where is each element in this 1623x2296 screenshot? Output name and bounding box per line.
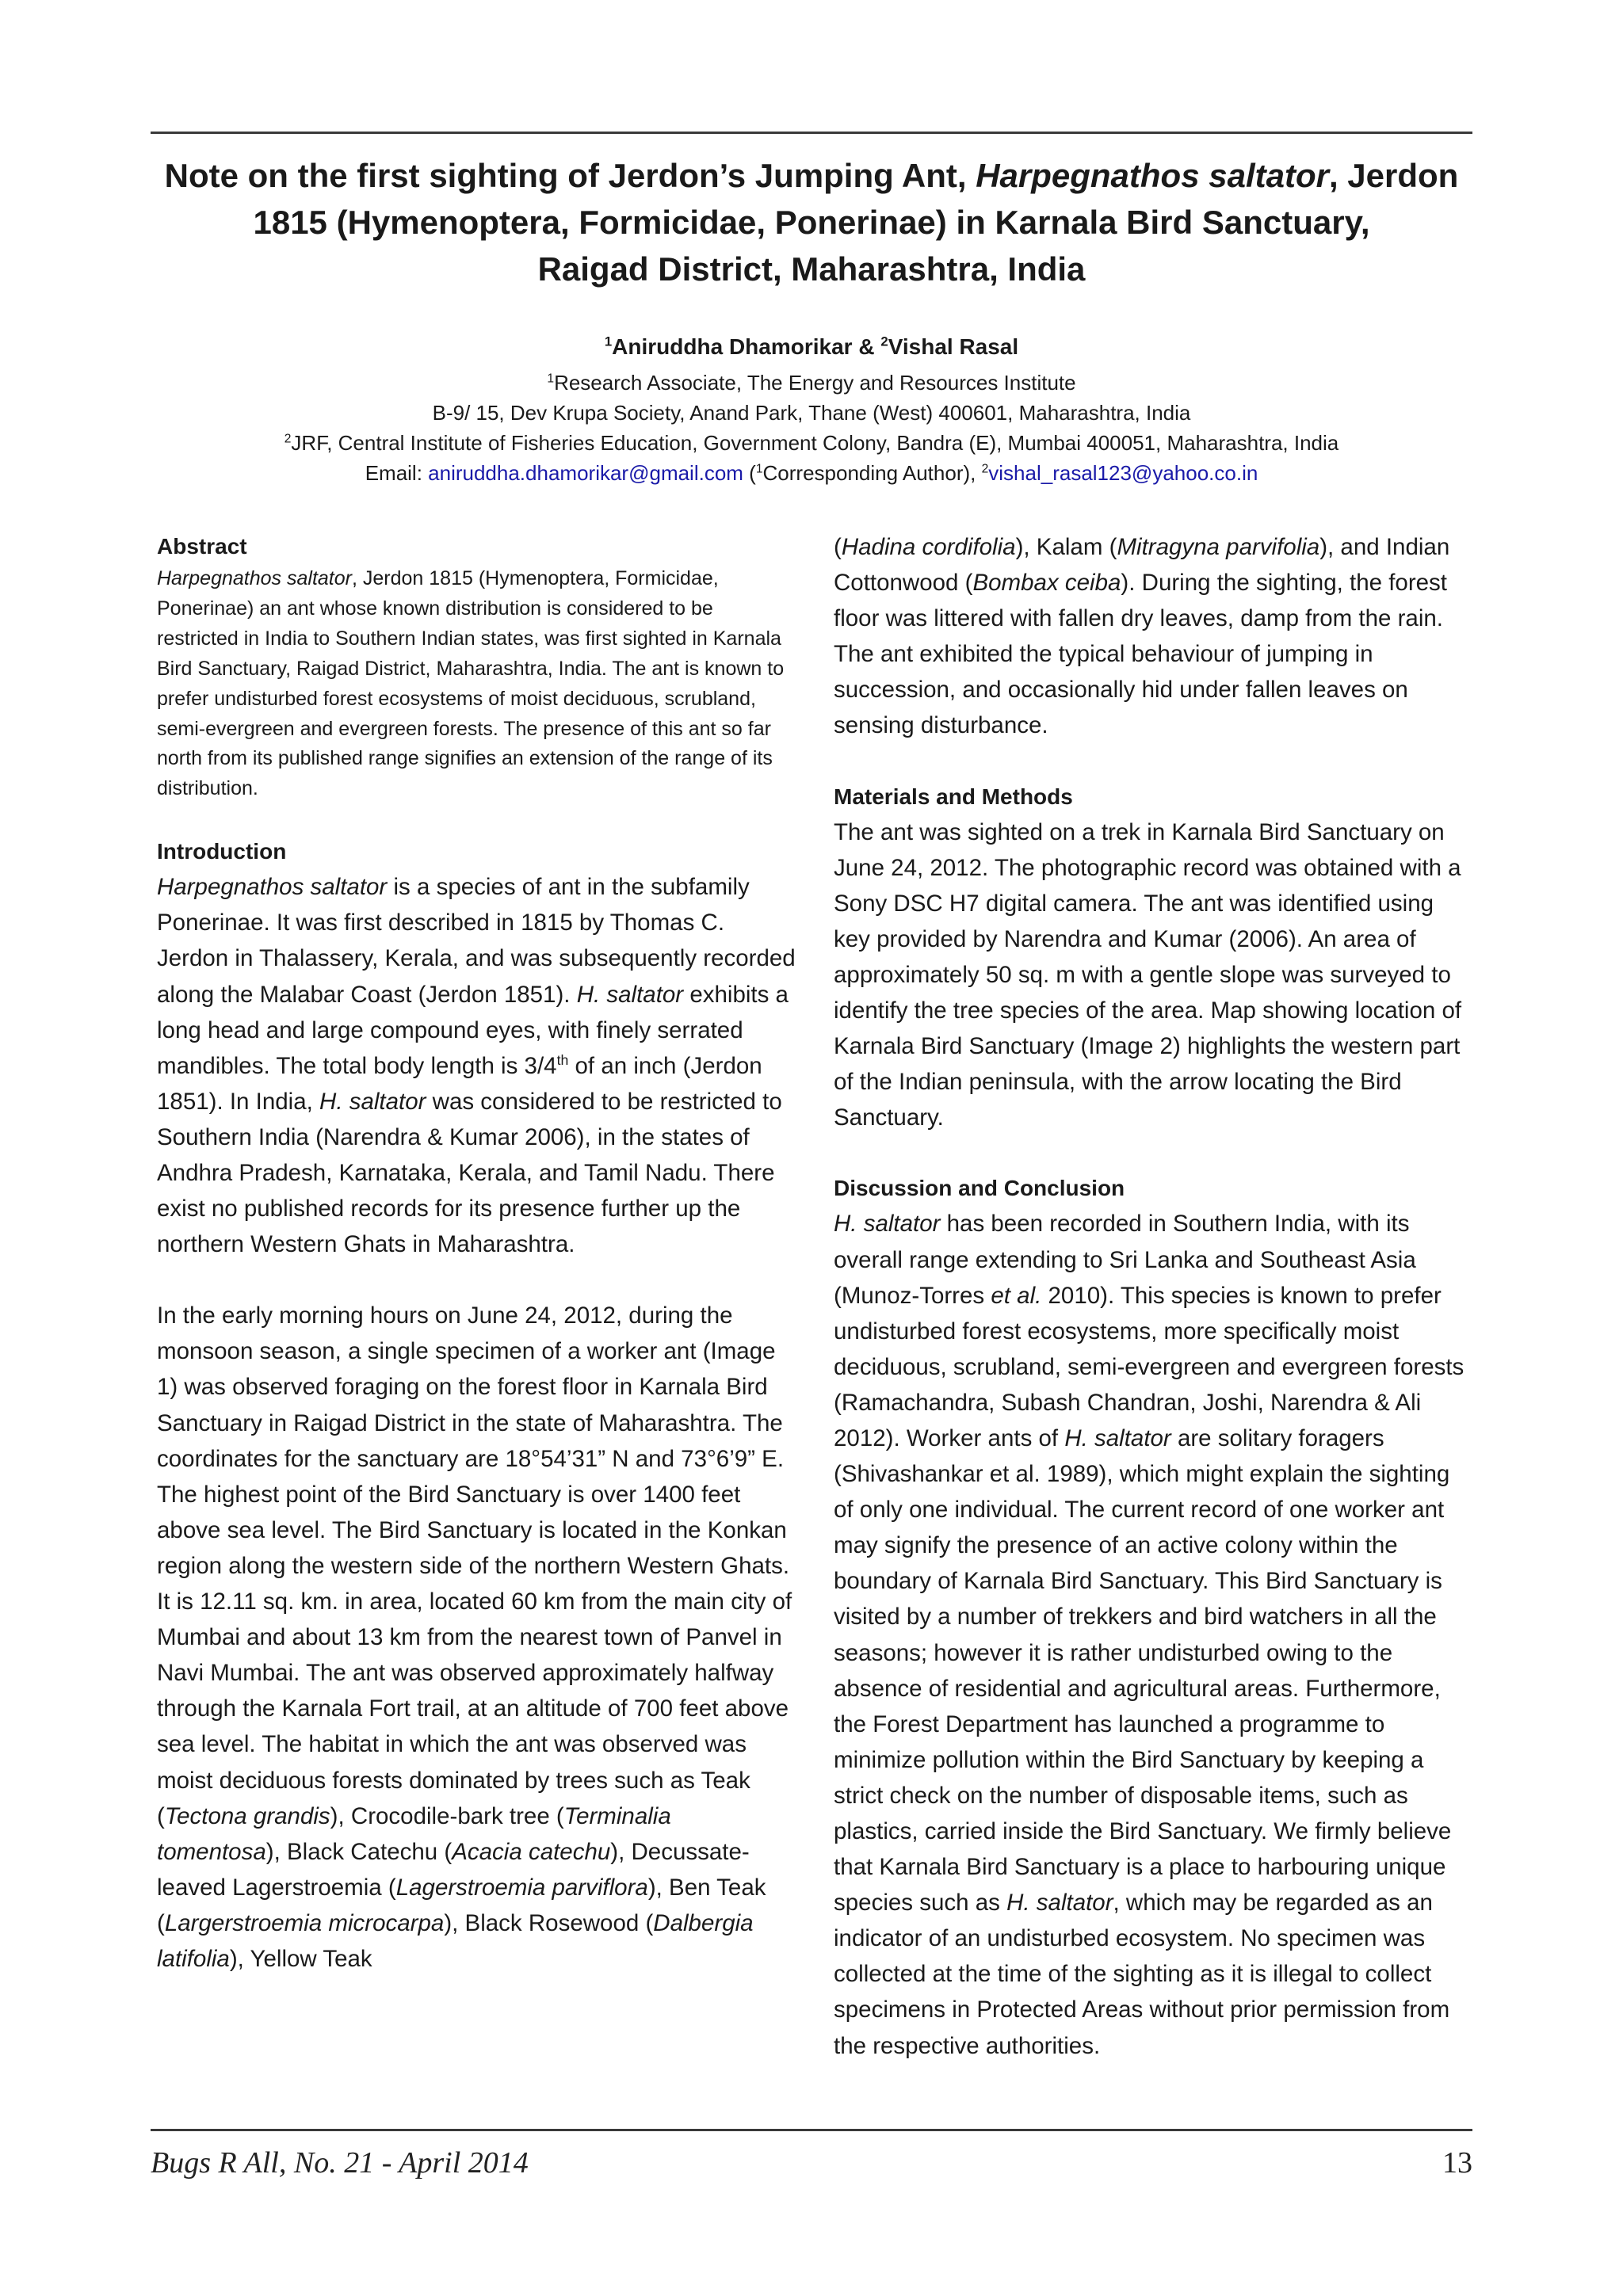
abstract-species: Harpegnathos saltator [157,567,352,589]
corresponding-marker: 1 [755,462,763,476]
title-line-1: Note on the first sighting of Jerdon’s Jumping Ant, [164,157,976,194]
introduction-paragraph-2 [157,1298,799,1977]
tree-species-1: Tectona grandis [164,1802,330,1829]
cont-text-3: ). During the sighting, the forest floor was littered with fallen dry leaves, damp from the rain. The ant exhibited the typical behaviour of jumping in succession, and occasionally hid under fallen leaves on sensing disturbance. [834,570,1447,739]
habitat-text-1: In the early morning hours on June 24, 2012, during the monsoon season, a single specimen of a worker ant (Image 1) was observed foraging on the forest floor in Karnala Bird Sanctuary in Raigad District in the state of Maharashtra. The coordinates for the sanctuary are 18°54’31” N and 73°6’9” E. The highest point of the Bird Sanctuary is over 1400 feet above sea level. The Bird Sanctuary is located in the Konkan region along the western side of the northern Western Ghats. It is 12.11 sq. km. in area, located 60 km from the main city of Mumbai and about 13 km from the nearest town of Panvel in Navi Mumbai. The ant was observed approximately halfway through the Karnala Fort trail, at an altitude of 700 feet above sea level. The habitat in which the ant was observed was moist deciduous forests dominated by trees such as Teak ( [157,1302,792,1829]
cont-text-0: ( [834,534,842,560]
intro-species-2: H. saltator [576,981,684,1008]
methods-heading: Materials and Methods [834,784,1073,809]
email-line [119,458,1504,488]
tree-species-4: Lagerstroemia parviflora [395,1874,648,1901]
paper-title [119,152,1504,292]
title-line-2: 1815 (Hymenoptera, Formicidae, Ponerinae) in Karnala Bird Sanctuary, [253,204,1370,241]
tree-species-6: Dalbergia latifolia [157,1909,754,1972]
intro-text-1: is a species of ant in the subfamily Ponerinae. It was first described in 1815 by Thomas C. Jerdon in Thalassery, Kerala, and was subsequently recorded along the Malabar Coast (Jerdon 1851). [157,874,796,1008]
disc-species-2: H. saltator [1064,1425,1171,1451]
disc-species-1: H. saltator [834,1211,941,1238]
paragraph-gap [157,1262,799,1298]
abstract-body: , Jerdon 1815 (Hymenoptera, Formicidae, Ponerinae) an ant whose known distribution is considered to be restricted in India to Southern Indian states, was first sighted in Karnala Bird Sanctuary, Raigad District, Maharashtra, India. The ant is known to prefer undisturbed forest ecosystems of moist deciduous, scrubland, semi-evergreen and evergreen forests. The presence of this ant so far north from its published range signifies an extension of the range of its distribution. [157,567,785,800]
introduction-heading: Introduction [157,839,287,864]
corresponding-label: Corresponding Author), [762,461,982,485]
tree-species-5: Largerstroemia microcarpa [164,1909,445,1936]
left-column [157,529,799,1977]
intro-species-1: Harpegnathos saltator [157,874,388,901]
tree-species-2: Terminalia tomentosa [157,1802,671,1865]
journal-footer: Bugs R All, No. 21 - April 2014 [151,2146,529,2180]
cont-species-3: Bombax ceiba [972,570,1121,597]
tree-species-3: Acacia catechu [452,1838,611,1865]
methods-text: The ant was sighted on a trek in Karnala Bird Sanctuary on June 24, 2012. The photographic record was obtained with a Sony DSC H7 digital camera. The ant was identified using key provided by Narendra and Kumar (2006). An area of approximately 50 sq. m with a gentle slope was surveyed to identify the tree species of the area. Map showing location of Karnala Bird Sanctuary (Image 2) highlights the western part of the Indian peninsula, with the arrow locating the Bird Sanctuary. [834,818,1462,1131]
affiliation-1-address: B-9/ 15, Dev Krupa Society, Anand Park, Thane (West) 400601, Maharashtra, India [432,401,1191,425]
author-list [119,331,1504,363]
discussion-heading: Discussion and Conclusion [834,1176,1125,1201]
cont-text-2: ), and Indian Cottonwood ( [834,534,1450,597]
top-rule [151,132,1472,134]
affiliation-1-marker: 1 [547,372,555,386]
habitat-text-4: ), Decussate-leaved Lagerstroemia ( [157,1838,750,1901]
author-1: Aniruddha Dhamorikar [612,334,853,359]
cont-text-1: ), Kalam ( [1015,534,1117,560]
author-1-marker: 1 [604,334,613,349]
title-line-1-end: , Jerdon [1328,157,1459,194]
disc-species-3: H. saltator [1006,1890,1113,1917]
email-link-1[interactable]: aniruddha.dhamorikar@gmail.com [428,461,743,485]
cont-species-2: Mitragyna parvifolia [1117,534,1320,560]
intro-species-3: H. saltator [319,1088,426,1115]
affiliation-2-marker: 2 [284,432,292,446]
title-species: Harpegnathos saltator [976,157,1329,194]
intro-text-4: was considered to be restricted to Southern India (Narendra & Kumar 2006), in the states of Andhra Pradesh, Karnataka, Kerala, and Tamil Nadu. There exist no published records for its presence further up the northern Western Ghats in Maharashtra. [157,1088,782,1258]
abstract-heading: Abstract [157,534,247,559]
paragraph-gap [834,744,1476,780]
author-2: Vishal Rasal [888,334,1019,359]
habitat-continuation [834,529,1476,744]
disc-text-4: , which may be regarded as an indicator of an undisturbed ecosystem. No specimen was collected at the time of the sighting as it is illegal to collect specimens in Protected Areas without prior permission from the respective authorities. [834,1890,1450,2059]
corresponding-open: ( [743,461,756,485]
habitat-text-3: ), Black Catechu ( [265,1838,453,1865]
habitat-text-6: ), Black Rosewood ( [444,1909,654,1936]
paragraph-gap [834,1135,1476,1171]
cont-species-1: Hadina cordifolia [841,534,1016,560]
intro-text-2: exhibits a long head and large compound eyes, with finely serrated mandibles. The total body length is 3/4 [157,981,789,1079]
intro-text-3: of an inch (Jerdon 1851). In India, [157,1052,762,1115]
discussion-text [834,1206,1476,2063]
disc-text-2: 2010). This species is known to prefer undisturbed forest ecosystems, more specifically moist deciduous, scrubland, semi-evergreen and evergreen forests (Ramachandra, Subash Chandran, Joshi, Narendra & Ali 2012). Worker ants of [834,1282,1465,1451]
title-line-3: Raigad District, Maharashtra, India [537,250,1086,288]
affiliation-1 [119,368,1504,398]
author-separator: & [852,334,881,359]
email-link-2[interactable]: vishal_rasal123@yahoo.co.in [988,461,1258,485]
habitat-text-2: ), Crocodile-bark tree ( [330,1802,564,1829]
author-2-marker: 2 [880,334,888,349]
email-2-marker: 2 [981,462,989,476]
habitat-text-5: ), Ben Teak ( [157,1874,766,1936]
page-number: 13 [1442,2146,1472,2180]
intro-ordinal: th [556,1051,569,1068]
affiliations [119,368,1504,488]
introduction-paragraph-1 [157,869,799,1262]
abstract-text [157,564,799,804]
disc-text-3: are solitary foragers (Shivashankar et al. 1989), which might explain the sighting of only one individual. The current record of one worker ant may signify the presence of an active colony within the boundary of Karnala Bird Sanctuary. This Bird Sanctuary is visited by a number of trekkers and bird watchers in all the seasons; however it is rather undisturbed owing to the absence of residential and agricultural areas. Furthermore, the Forest Department has launched a programme to minimize pollution within the Bird Sanctuary by keeping a strict check on the number of disposable items, such as plastics, carried inside the Bird Sanctuary. We firmly believe that Karnala Bird Sanctuary is a place to harbouring unique species such as [834,1425,1452,1917]
habitat-text-7: ), Yellow Teak [229,1945,372,1972]
disc-etal: et al. [991,1282,1042,1309]
disc-text-1: has been recorded in Southern India, with its overall range extending to Sri Lanka and Southeast Asia (Munoz-Torres [834,1211,1416,1309]
affiliation-1-text: Research Associate, The Energy and Resources Institute [554,371,1076,395]
bottom-rule [151,2129,1472,2131]
right-column [834,529,1476,2064]
affiliation-2 [119,428,1504,458]
affiliation-2-text: JRF, Central Institute of Fisheries Education, Government Colony, Bandra (E), Mumbai 400051, Maharashtra, India [291,431,1339,455]
email-label: Email: [365,461,429,485]
